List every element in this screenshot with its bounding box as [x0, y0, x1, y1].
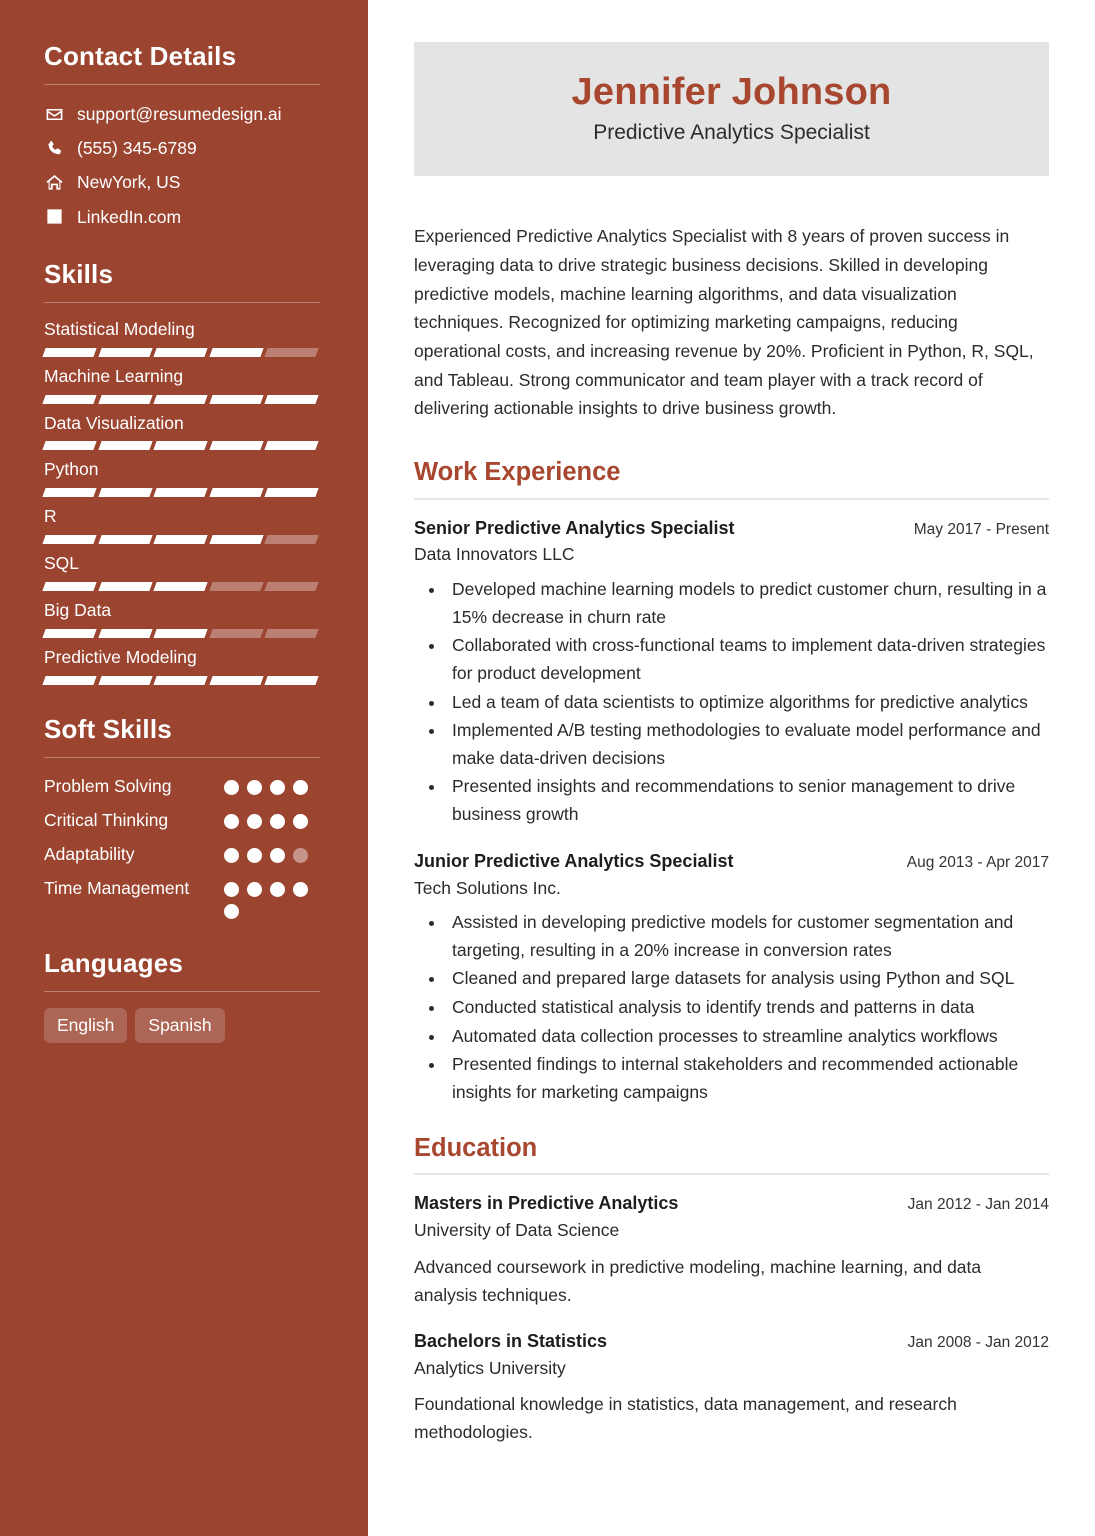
- skill-level-segment: [98, 676, 152, 685]
- skill-label: Data Visualization: [44, 412, 184, 433]
- divider: [414, 498, 1049, 500]
- bullet-item: • Presented insights and recommendations to senior management to drive business growth: [446, 773, 1049, 828]
- skill-level-bar: [44, 488, 317, 497]
- skill-level-segment: [265, 348, 319, 357]
- language-pill[interactable]: English: [44, 1008, 127, 1044]
- work-entry-organization: Tech Solutions Inc.: [414, 877, 561, 898]
- education-entry-school: University of Data Science: [414, 1220, 620, 1241]
- candidate-title: Predictive Analytics Specialist: [593, 120, 870, 144]
- skill-level-segment: [209, 535, 263, 544]
- work-experience-heading: Work Experience: [414, 457, 621, 486]
- skill-level-segment: [265, 676, 319, 685]
- rating-dot: [224, 904, 239, 919]
- envelope-icon: [44, 104, 64, 124]
- skill-level-bar: [44, 629, 317, 638]
- education-entry: [414, 1191, 1049, 1308]
- skill-level-segment: [154, 629, 208, 638]
- skill-level-bar: [44, 395, 317, 404]
- work-entry: [414, 516, 1049, 829]
- skill-level-segment: [154, 488, 208, 497]
- education-entry: [414, 1329, 1049, 1446]
- bullet-item: • Assisted in developing predictive models for customer segmentation and targeting, resulting in a 20% increase in conversion rates: [446, 909, 1049, 964]
- skill-level-segment: [154, 395, 208, 404]
- skill-level-segment: [209, 395, 263, 404]
- education-entry-date: Jan 2012 - Jan 2014: [907, 1196, 1049, 1214]
- rating-dot: [247, 848, 262, 863]
- skill-level-segment: [209, 441, 263, 450]
- skill-label: SQL: [44, 553, 80, 574]
- rating-dot: [224, 780, 239, 795]
- skill-level-segment: [42, 535, 96, 544]
- soft-skill-rating: [224, 774, 316, 795]
- soft-skill-label: Adaptability: [44, 843, 135, 864]
- soft-skill-item: [44, 774, 336, 806]
- home-icon: [44, 173, 64, 193]
- skill-level-segment: [42, 348, 96, 357]
- rating-dot: [224, 814, 239, 829]
- skill-level-segment: [265, 395, 319, 404]
- skill-level-segment: [42, 582, 96, 591]
- bullet-item: • Collaborated with cross-functional teams to implement data-driven strategies for product development: [446, 632, 1049, 687]
- skill-level-segment: [98, 582, 152, 591]
- contact-item[interactable]: [44, 169, 336, 195]
- skill-level-segment: [209, 629, 263, 638]
- linkedin-icon: [44, 207, 64, 227]
- skill-level-segment: [265, 441, 319, 450]
- languages-list: [44, 1008, 336, 1044]
- contact-item-text: NewYork, US: [77, 172, 181, 193]
- education-entry-description: Foundational knowledge in statistics, data management, and research methodologies.: [414, 1394, 957, 1443]
- work-entry-date: May 2017 - Present: [913, 520, 1049, 538]
- soft-skill-label: Critical Thinking: [44, 809, 169, 830]
- education-entry-header: [414, 1329, 1049, 1354]
- soft-skill-rating: [224, 842, 316, 863]
- contact-item[interactable]: [44, 204, 336, 230]
- soft-skill-rating: [224, 876, 316, 919]
- skill-level-segment: [154, 535, 208, 544]
- main-content: [368, 0, 1095, 1536]
- skill-level-segment: [42, 395, 96, 404]
- divider: [44, 302, 320, 303]
- work-entry: [414, 849, 1049, 1107]
- work-entry-role: Junior Predictive Analytics Specialist: [414, 850, 734, 871]
- rating-dot: [270, 882, 285, 897]
- skill-level-segment: [42, 488, 96, 497]
- skill-label: Predictive Modeling: [44, 646, 197, 667]
- divider: [414, 1173, 1049, 1175]
- soft-skill-item: [44, 876, 336, 919]
- skill-item: [44, 459, 336, 497]
- divider: [44, 84, 320, 85]
- work-entry-header: [414, 849, 1049, 874]
- soft-skills-list: [44, 774, 336, 919]
- soft-skill-label: Time Management: [44, 877, 190, 898]
- soft-skill-item: [44, 842, 336, 874]
- skill-level-segment: [154, 441, 208, 450]
- skill-level-segment: [209, 676, 263, 685]
- skill-label: Big Data: [44, 600, 112, 621]
- skill-level-segment: [209, 488, 263, 497]
- education-entry-school: Analytics University: [414, 1357, 566, 1378]
- contact-list: [44, 101, 336, 230]
- skill-level-segment: [98, 395, 152, 404]
- skill-item: [44, 366, 336, 404]
- contact-details-section: [44, 42, 336, 230]
- rating-dot: [293, 848, 308, 863]
- work-entry-organization: Data Innovators LLC: [414, 544, 575, 565]
- contact-item[interactable]: [44, 101, 336, 127]
- skill-level-segment: [42, 676, 96, 685]
- skill-level-bar: [44, 348, 317, 357]
- education-entry-description: Advanced coursework in predictive modeling, machine learning, and data analysis techniques.: [414, 1256, 982, 1305]
- soft-skills-section: [44, 715, 336, 919]
- rating-dot: [270, 780, 285, 795]
- bullet-item: • Automated data collection processes to streamline analytics workflows: [446, 1023, 1049, 1051]
- skill-level-segment: [265, 535, 319, 544]
- soft-skill-rating: [224, 808, 316, 829]
- skills-list: [44, 319, 336, 685]
- rating-dot: [293, 882, 308, 897]
- phone-icon: [44, 138, 64, 158]
- contact-item-text: support@resumedesign.ai: [77, 103, 282, 124]
- skill-level-segment: [42, 629, 96, 638]
- skill-level-segment: [154, 582, 208, 591]
- skill-level-segment: [42, 441, 96, 450]
- rating-dot: [270, 814, 285, 829]
- rating-dot: [293, 780, 308, 795]
- bullet-item: • Implemented A/B testing methodologies to evaluate model performance and make data-driven decisions: [446, 717, 1049, 772]
- candidate-name: Jennifer Johnson: [571, 71, 892, 113]
- education-entry-degree: Masters in Predictive Analytics: [414, 1193, 679, 1214]
- skill-level-segment: [265, 582, 319, 591]
- sidebar: [0, 0, 368, 1536]
- education-entry-date: Jan 2008 - Jan 2012: [907, 1333, 1049, 1351]
- skill-level-bar: [44, 582, 317, 591]
- bullet-item: • Presented findings to internal stakeholders and recommended actionable insights for marketing campaigns: [446, 1051, 1049, 1106]
- rating-dot: [247, 882, 262, 897]
- contact-details-heading: Contact Details: [44, 41, 237, 71]
- skill-item: [44, 553, 336, 591]
- skills-section: [44, 260, 336, 685]
- rating-dot: [247, 814, 262, 829]
- work-entry-bullets: [414, 909, 1049, 1106]
- professional-summary: Experienced Predictive Analytics Specialist with 8 years of proven success in leveraging data to drive strategic business decisions. Skilled in developing predictive models, machine learning algorithms, and data visualization techniques. Recognized for optimizing marketing campaigns, reducing operational costs, and increasing revenue by 20%. Proficient in Python, R, SQL, and Tableau. Strong communicator and team player with a track record of delivering actionable insights to drive business growth.: [414, 226, 1034, 419]
- skill-level-segment: [98, 348, 152, 357]
- education-entry-degree: Bachelors in Statistics: [414, 1330, 608, 1351]
- work-experience-section: [414, 457, 1049, 1107]
- skills-heading: Skills: [44, 258, 114, 289]
- rating-dot: [224, 848, 239, 863]
- divider: [44, 757, 320, 758]
- contact-item-text: (555) 345-6789: [77, 138, 197, 159]
- skill-label: Statistical Modeling: [44, 318, 195, 339]
- skill-level-segment: [265, 488, 319, 497]
- skill-level-bar: [44, 676, 317, 685]
- languages-section: [44, 949, 336, 1044]
- skill-level-segment: [154, 676, 208, 685]
- skill-item: [44, 319, 336, 357]
- skill-level-segment: [154, 348, 208, 357]
- contact-item[interactable]: [44, 135, 336, 161]
- rating-dot: [247, 780, 262, 795]
- skill-level-segment: [209, 582, 263, 591]
- bullet-item: • Led a team of data scientists to optimize algorithms for predictive analytics: [446, 689, 1049, 717]
- work-entry-header: [414, 516, 1049, 541]
- divider: [44, 991, 320, 992]
- education-section: [414, 1133, 1049, 1446]
- skill-level-segment: [98, 488, 152, 497]
- rating-dot: [293, 814, 308, 829]
- soft-skill-item: [44, 808, 336, 840]
- bullet-item: • Cleaned and prepared large datasets for analysis using Python and SQL: [446, 965, 1049, 993]
- soft-skills-heading: Soft Skills: [44, 713, 172, 744]
- skill-level-segment: [98, 441, 152, 450]
- education-entry-header: [414, 1191, 1049, 1216]
- work-entry-role: Senior Predictive Analytics Specialist: [414, 517, 735, 538]
- skill-item: [44, 506, 336, 544]
- skill-item: [44, 600, 336, 638]
- contact-item-text: LinkedIn.com: [77, 206, 182, 227]
- education-heading: Education: [414, 1133, 538, 1162]
- language-pill[interactable]: Spanish: [135, 1008, 224, 1044]
- rating-dot: [224, 882, 239, 897]
- work-entry-list: [414, 516, 1049, 1107]
- skill-level-segment: [98, 535, 152, 544]
- soft-skill-label: Problem Solving: [44, 775, 172, 796]
- bullet-item: • Developed machine learning models to predict customer churn, resulting in a 15% decrease in churn rate: [446, 576, 1049, 631]
- skill-label: Python: [44, 459, 99, 480]
- skill-label: Machine Learning: [44, 365, 184, 386]
- skill-level-bar: [44, 441, 317, 450]
- skill-label: R: [44, 506, 57, 527]
- skill-level-segment: [209, 348, 263, 357]
- skill-level-bar: [44, 535, 317, 544]
- bullet-item: • Conducted statistical analysis to identify trends and patterns in data: [446, 994, 1049, 1022]
- languages-heading: Languages: [44, 947, 184, 978]
- name-card: [414, 42, 1049, 176]
- work-entry-bullets: [414, 576, 1049, 829]
- skill-item: [44, 647, 336, 685]
- skill-level-segment: [98, 629, 152, 638]
- work-entry-date: Aug 2013 - Apr 2017: [906, 853, 1049, 871]
- rating-dot: [270, 848, 285, 863]
- education-entry-list: [414, 1191, 1049, 1446]
- skill-item: [44, 413, 336, 451]
- skill-level-segment: [265, 629, 319, 638]
